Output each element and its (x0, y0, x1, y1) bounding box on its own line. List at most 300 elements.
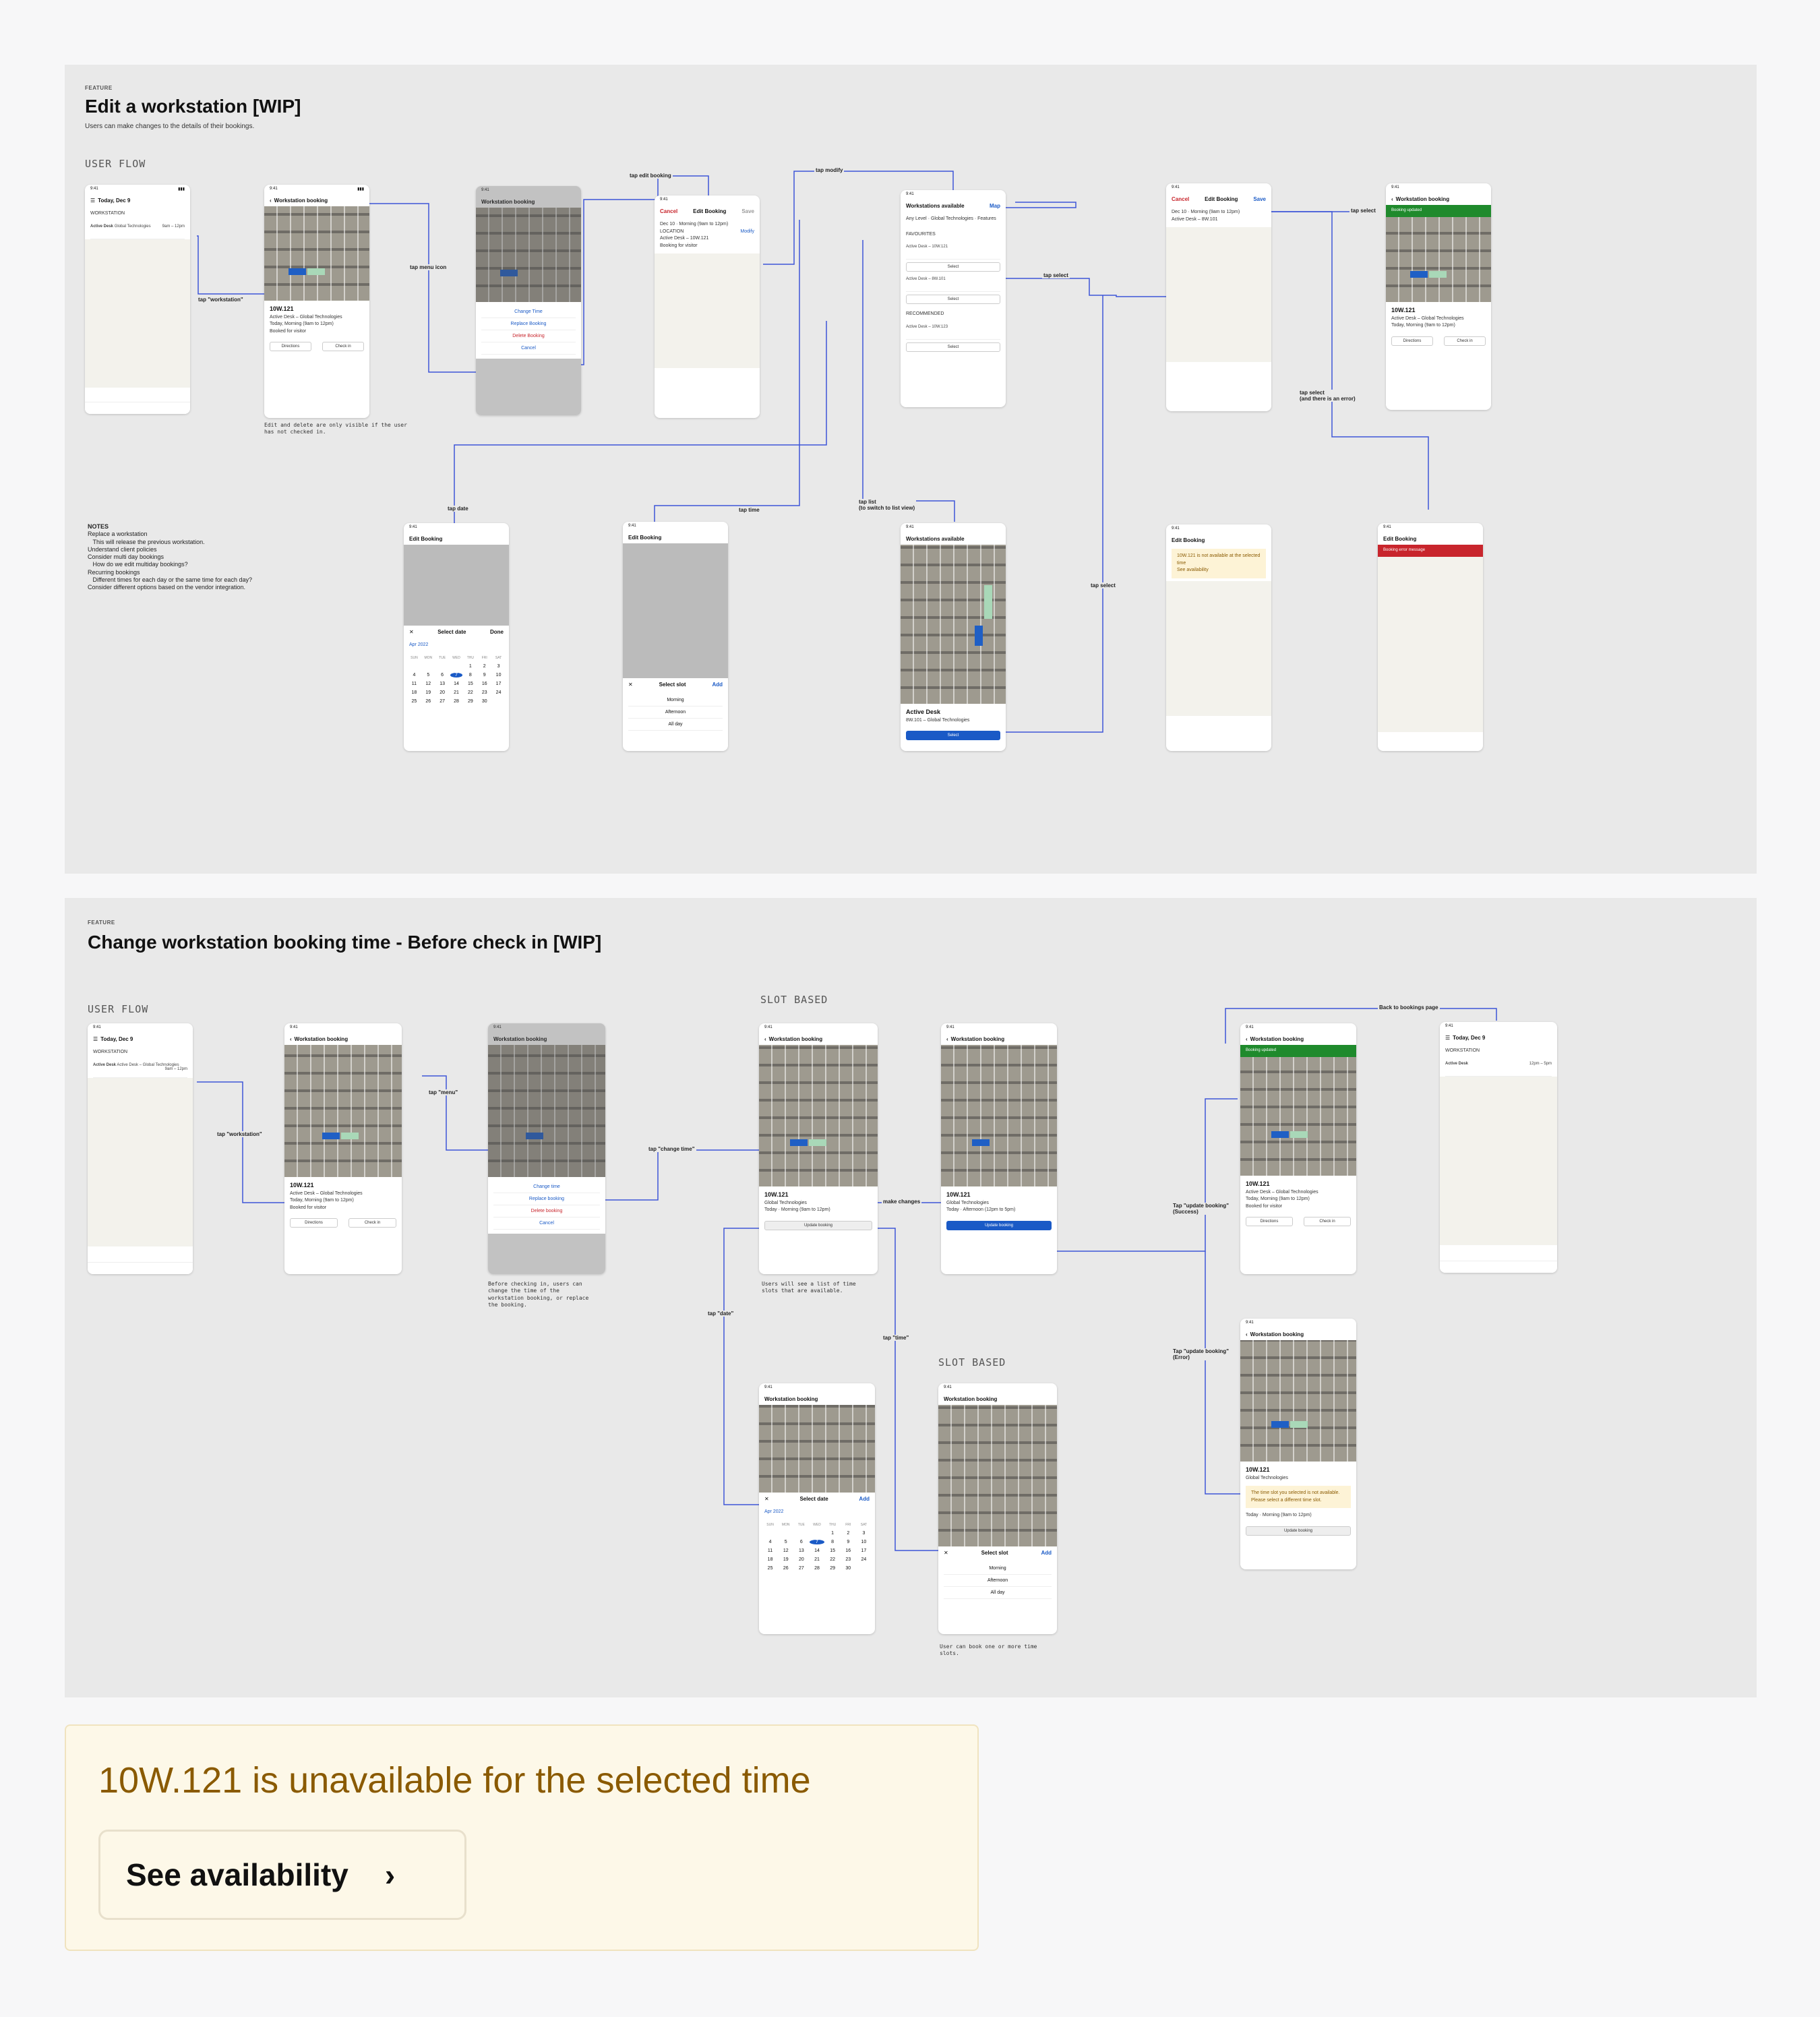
sheet-title: Select slot (981, 1549, 1008, 1556)
save-link[interactable]: Save (741, 208, 754, 214)
calendar-day[interactable]: 2 (483, 663, 486, 669)
directions-button[interactable]: Directions (1391, 336, 1433, 346)
item-title: Active Desk – 8W.101 (906, 277, 946, 281)
calendar-day[interactable]: 26 (425, 698, 431, 704)
success-banner: Booking updated (1240, 1045, 1356, 1057)
caption-menu: Before checking in, users can change the time of the workstation booking, or replace the booking. (488, 1281, 589, 1308)
calendar-day[interactable]: 16 (845, 1548, 851, 1553)
list-item[interactable] (90, 222, 185, 239)
screen-header: Workstations available (906, 535, 965, 542)
desk-id: 10W.121 (270, 305, 294, 312)
screen-header: Workstation booking (944, 1395, 998, 1402)
calendar-day[interactable]: 20 (798, 1557, 804, 1562)
calendar-grid[interactable] (759, 1520, 875, 1573)
section-label: WORKSTATION (1445, 1048, 1480, 1053)
close-icon[interactable]: ✕ (944, 1549, 948, 1556)
cancel-link[interactable]: Cancel (1172, 195, 1190, 202)
calendar-day[interactable]: 13 (798, 1548, 804, 1553)
screen-select-slot (623, 522, 728, 751)
screen-header: Workstation booking (294, 1035, 348, 1042)
delete-booking-button[interactable]: Delete booking (493, 1205, 600, 1217)
calendar-day[interactable]: 29 (830, 1565, 836, 1571)
screen-change-time: 9:41 ‹ Workstation booking 10W.121 Global Technologies Today · Morning (9am to 12pm) Update booking (759, 1023, 878, 1274)
desk-value: Active Desk – 8W.101 (1172, 216, 1218, 222)
back-icon[interactable]: ‹ (270, 197, 272, 204)
weekday-label: WED (452, 655, 460, 660)
flow-label: make changes (883, 1199, 921, 1205)
screen-select-slot (938, 1383, 1057, 1634)
floor-map (1240, 1340, 1356, 1462)
note-item: Different times for each day or the same time for each day? (92, 576, 252, 583)
add-link[interactable]: Add (712, 681, 723, 688)
screen-header: Edit Booking (693, 208, 727, 214)
weekday-label: SUN (766, 1522, 774, 1527)
calendar-day[interactable]: 23 (481, 690, 487, 695)
sheet-title: Select slot (659, 681, 686, 688)
change-booking-time-panel (65, 898, 1757, 1697)
cancel-link[interactable]: Cancel (660, 208, 678, 214)
close-icon[interactable]: ✕ (628, 681, 633, 688)
filter-chip[interactable]: Global Technologies (930, 216, 973, 221)
calendar-day[interactable]: 8 (831, 1539, 835, 1544)
slot-based-label: SLOT BASED (760, 994, 828, 1006)
section-label: WORKSTATION (93, 1050, 128, 1054)
cancel-button[interactable]: Cancel (481, 342, 576, 355)
screen-header: Workstation booking (481, 198, 535, 205)
list-item[interactable] (906, 322, 1000, 340)
screen-header: Workstation booking (1250, 1331, 1304, 1337)
close-icon[interactable]: ✕ (764, 1495, 769, 1502)
screen-edit-unavailable (1166, 524, 1271, 751)
screen-booking-error (1378, 523, 1483, 751)
status-time: 9:41 (1246, 1321, 1254, 1325)
back-icon[interactable]: ‹ (1246, 1331, 1248, 1337)
calendar-day[interactable]: 17 (495, 681, 502, 686)
flow-label: tap time (739, 507, 760, 513)
section-label: WORKSTATION (90, 211, 125, 216)
select-button[interactable]: Select (906, 342, 1000, 352)
check-in-button[interactable]: Check in (1444, 336, 1486, 346)
item-sub: Global Technologies (114, 224, 151, 229)
desk-sub: Global Technologies (1246, 1475, 1288, 1480)
calendar-day[interactable]: 18 (767, 1557, 773, 1562)
screen-booking-updated (1386, 183, 1491, 410)
user-flow-label: USER FLOW (88, 1003, 149, 1015)
slot-value[interactable]: Afternoon (12pm to 5pm) (963, 1207, 1016, 1212)
calendar-day[interactable]: 3 (497, 663, 500, 669)
calendar-day[interactable]: 19 (783, 1557, 789, 1562)
status-time: 9:41 (1445, 1024, 1453, 1028)
flow-label: tap select (1043, 272, 1068, 278)
calendar-day[interactable]: 17 (861, 1548, 867, 1553)
cancel-button[interactable]: Cancel (493, 1217, 600, 1230)
calendar-day[interactable]: 12 (425, 681, 431, 686)
calendar-day[interactable]: 10 (861, 1539, 867, 1544)
date-value[interactable]: Today (946, 1207, 959, 1212)
screen-header: Edit Booking (628, 534, 662, 541)
directions-button[interactable]: Directions (1246, 1217, 1293, 1226)
check-in-button[interactable]: Check in (322, 342, 364, 351)
calendar-day[interactable]: 29 (467, 698, 473, 704)
update-booking-button[interactable]: Update booking (1246, 1526, 1351, 1536)
calendar-day[interactable]: 1 (468, 663, 472, 669)
flow-label: tap "date" (708, 1311, 734, 1317)
desk-value: Active Desk – 10W.121 (660, 236, 709, 241)
screen-header: Edit Booking (1172, 537, 1205, 543)
date-line: Today, Morning (9am to 12pm) (290, 1198, 354, 1203)
calendar-day (763, 1531, 777, 1536)
calendar-day[interactable]: 13 (439, 681, 446, 686)
calendar-day[interactable]: 6 (441, 672, 444, 678)
date-line: Today, Morning (9am to 12pm) (1246, 1197, 1310, 1201)
calendar-day[interactable]: 27 (439, 698, 446, 704)
screen-header: Today, Dec 9 (100, 1035, 133, 1042)
screen-header: Workstation booking (1395, 195, 1450, 202)
floor-map[interactable] (901, 545, 1006, 704)
add-link[interactable]: Add (1041, 1549, 1052, 1556)
flow-arrows (65, 898, 1757, 1697)
status-time: 9:41 (1172, 526, 1180, 531)
calendar-day[interactable]: 22 (830, 1557, 836, 1562)
calendar-day[interactable]: 25 (767, 1565, 773, 1571)
save-link[interactable]: Save (1253, 195, 1266, 202)
filter-chip[interactable]: Features (977, 216, 996, 221)
calendar-day[interactable]: 24 (861, 1557, 867, 1562)
date-value[interactable]: Today (1246, 1513, 1258, 1517)
tab-bar[interactable] (85, 402, 190, 414)
list-item[interactable] (906, 274, 1000, 292)
back-icon[interactable]: ‹ (946, 1035, 948, 1042)
visitor-checkbox[interactable]: Booking for visitor (660, 243, 698, 248)
notes-block (88, 523, 252, 591)
calendar-day[interactable]: 24 (495, 690, 502, 695)
panel-title: Change workstation booking time - Before check in [WIP] (88, 932, 602, 953)
list-item[interactable] (1445, 1059, 1552, 1077)
calendar-day (450, 664, 463, 669)
calendar-day[interactable]: 28 (454, 698, 459, 704)
caption-slot: Users will see a list of time slots that are available. (762, 1281, 856, 1294)
change-time-button[interactable]: Change time (493, 1181, 600, 1193)
directions-button[interactable]: Directions (270, 342, 311, 351)
calendar-day[interactable]: 14 (454, 681, 459, 686)
desk-sub: Active Desk – Global Technologies (270, 314, 342, 320)
select-button[interactable]: Select (906, 731, 1000, 740)
tab-bar[interactable] (88, 1262, 193, 1274)
note-item: Understand client policies (88, 545, 157, 553)
panel-subtitle: Users can make changes to the details of their bookings. (85, 123, 255, 130)
close-icon[interactable]: ✕ (409, 628, 414, 635)
screen-booking (284, 1023, 402, 1274)
flow-label: Back to bookings page (1379, 1004, 1438, 1011)
battery-icon: ▮▮▮ (357, 187, 364, 191)
screen-header: Workstation booking (493, 1035, 547, 1042)
desk-id: 10W.121 (1391, 307, 1416, 313)
slot-all-day[interactable]: All day (628, 719, 723, 731)
status-time: 9:41 (660, 198, 668, 202)
calendar-day[interactable]: 5 (427, 672, 430, 678)
flow-label: tap modify (816, 167, 843, 173)
screen-header: Today, Dec 9 (1453, 1034, 1486, 1041)
slot-unavailable-warning: The time slot you selected is not available. Please select a different time slot. (1246, 1486, 1351, 1508)
desk-sub: Global Technologies (764, 1200, 807, 1205)
weekday-label: FRI (845, 1522, 851, 1527)
note-item: This will release the previous workstation. (92, 538, 205, 545)
date-value[interactable]: Today (764, 1207, 777, 1212)
list-item[interactable] (93, 1060, 187, 1078)
visitor-label: Booked for visitor (1246, 1203, 1283, 1209)
select-button[interactable]: Select (906, 262, 1000, 272)
menu-icon[interactable]: ☰ (90, 197, 96, 204)
menu-icon[interactable]: ☰ (93, 1035, 98, 1042)
screen-home (85, 185, 190, 414)
status-time: 9:41 (290, 1025, 298, 1029)
calendar-day[interactable]: 9 (483, 672, 486, 678)
placeholder-content (1166, 581, 1271, 716)
tab-bar[interactable] (1440, 1261, 1557, 1273)
calendar-day[interactable]: 12 (783, 1548, 789, 1553)
unavailable-message: 10W.121 is unavailable for the selected time (98, 1760, 811, 1801)
screen-booking (264, 185, 369, 418)
slot-value[interactable]: Morning (9am to 12pm) (781, 1207, 830, 1212)
check-in-button[interactable]: Check in (1304, 1217, 1351, 1226)
update-booking-button[interactable]: Update booking (764, 1221, 872, 1230)
calendar-day[interactable]: 21 (814, 1557, 820, 1562)
calendar-day[interactable]: 3 (862, 1530, 866, 1536)
calendar-day (779, 1531, 793, 1536)
calendar-day[interactable]: 6 (799, 1539, 803, 1544)
flow-label: tap "workstation" (198, 297, 243, 303)
sheet-title: Select date (799, 1495, 828, 1502)
calendar-day[interactable]: 15 (830, 1548, 836, 1553)
calendar-day[interactable]: 10 (495, 672, 502, 678)
slot-morning[interactable]: Morning (628, 694, 723, 706)
change-time-button[interactable]: Change Time (481, 306, 576, 318)
note-item: Consider multi day bookings (88, 553, 164, 560)
weekday-label: MON (781, 1522, 790, 1527)
calendar-day[interactable]: 1 (831, 1530, 835, 1536)
date-value[interactable]: Dec 10 (1172, 210, 1187, 214)
flow-label: tap select (1091, 582, 1116, 589)
weekday-label: THU (828, 1522, 837, 1527)
calendar-day[interactable]: 5 (784, 1539, 787, 1544)
action-sheet (488, 1177, 605, 1234)
status-time: 9:41 (409, 525, 417, 529)
visitor-label: Booked for visitor (270, 328, 307, 334)
modify-link[interactable]: Modify (740, 229, 754, 234)
see-availability-button[interactable] (98, 1830, 466, 1920)
calendar-day[interactable]: 22 (467, 690, 473, 695)
back-icon[interactable]: ‹ (764, 1035, 766, 1042)
weekday-label: FRI (481, 655, 487, 660)
desk-sub: Active Desk – Global Technologies (290, 1191, 363, 1196)
desk-sub: Active Desk – Global Technologies (1246, 1189, 1318, 1195)
delete-booking-button[interactable]: Delete Booking (481, 330, 576, 342)
flow-label: tap "menu" (429, 1089, 458, 1095)
calendar-day[interactable]: 19 (425, 690, 431, 695)
placeholder-content (1166, 227, 1271, 362)
desk-sub: Global Technologies (946, 1200, 989, 1205)
unavailable-callout (65, 1724, 979, 1951)
slot-afternoon[interactable]: Afternoon (944, 1575, 1052, 1587)
status-time: 9:41 (764, 1025, 772, 1029)
screen-header: Workstations available (906, 202, 965, 209)
calendar-day[interactable]: 14 (814, 1548, 820, 1553)
item-title: Active Desk (1445, 1061, 1469, 1066)
back-icon[interactable]: ‹ (1391, 195, 1393, 202)
weekday-label: WED (813, 1522, 821, 1527)
unavailable-warning: 10W.121 is not available at the selected time (1177, 553, 1261, 566)
favourites-label: FAVOURITES (906, 231, 936, 237)
status-time: 9:41 (946, 1025, 954, 1029)
screen-select-date (759, 1383, 875, 1634)
status-time: 9:41 (1383, 525, 1391, 529)
slot-value[interactable]: Morning (9am to 12pm) (1262, 1513, 1312, 1517)
calendar-day[interactable]: 16 (481, 681, 487, 686)
month-label[interactable]: Apr 2022 (409, 642, 429, 647)
screen-edit-booking: 9:41 Cancel Edit Booking Save Dec 10 · Morning (9am to 12pm) LOCATION Modify Active Desk – 10W.121 Booking for visitor (655, 195, 760, 418)
add-link[interactable]: Add (859, 1495, 870, 1502)
weekday-label: SAT (495, 655, 502, 660)
calendar-day[interactable]: 15 (467, 681, 473, 686)
sheet-title: Select date (437, 628, 466, 635)
calendar-grid[interactable] (404, 653, 509, 706)
replace-booking-button[interactable]: Replace booking (493, 1193, 600, 1205)
action-sheet (476, 302, 581, 359)
status-time: 9:41 (944, 1385, 952, 1389)
update-booking-button[interactable]: Update booking (946, 1221, 1052, 1230)
desk-title: Active Desk (906, 709, 941, 715)
user-flow-label: USER FLOW (85, 158, 146, 170)
weekday-label: THU (466, 655, 474, 660)
flow-label: Tap "update booking" (Error) (1173, 1348, 1229, 1360)
desk-id: 10W.121 (290, 1182, 314, 1188)
screen-header: Workstation booking (768, 1035, 823, 1042)
weekday-label: SAT (860, 1522, 868, 1527)
item-time: 9am – 12pm (162, 224, 185, 229)
check-in-button[interactable]: Check in (348, 1218, 396, 1228)
flow-label: tap date (448, 506, 468, 512)
menu-icon[interactable]: ☰ (1445, 1034, 1451, 1041)
desk-sub: 8W.101 – Global Technologies (906, 717, 970, 723)
filter-chip[interactable]: Any Level (906, 216, 927, 221)
calendar-day[interactable]: 11 (411, 681, 417, 686)
status-time: 9:41 (270, 187, 278, 191)
done-link[interactable]: Done (489, 628, 504, 635)
status-time: 9:41 (1391, 185, 1399, 189)
slot-morning[interactable]: Morning (944, 1563, 1052, 1575)
flow-label: tap list (to switch to list view) (859, 499, 915, 511)
flow-label: tap "time" (883, 1335, 909, 1341)
screen-header: Edit Booking (409, 535, 443, 542)
calendar-day[interactable]: 30 (845, 1565, 851, 1571)
screen-menu (488, 1023, 605, 1274)
calendar-day[interactable]: 18 (411, 690, 417, 695)
calendar-day[interactable]: 2 (847, 1530, 850, 1536)
calendar-day[interactable]: 20 (439, 690, 446, 695)
flow-label: tap "change time" (648, 1146, 695, 1152)
visitor-label: Booked for visitor (290, 1205, 327, 1210)
desk-id: 10W.121 (764, 1191, 789, 1198)
floor-map (938, 1405, 1057, 1546)
screen-header: Edit Booking (1383, 535, 1417, 542)
screen-home (88, 1023, 193, 1274)
map-toggle[interactable]: Map (990, 202, 1000, 209)
status-time: 9:41 (90, 187, 98, 191)
back-icon[interactable]: ‹ (290, 1035, 292, 1042)
item-sub: Active Desk – Global Technologies (117, 1062, 179, 1067)
screen-map-view (901, 523, 1006, 751)
flow-label: tap select (and there is an error) (1300, 390, 1356, 402)
see-availability-link[interactable]: See availability (1177, 568, 1209, 572)
screen-workstations-available: 9:41 Workstations available Map Any Level · Global Technologies · Features FAVOURITES Active Desk – 10W.121 Select Active Desk – 8W.101 Select RECOMMENDED Active Desk – 10W.123 Select (901, 190, 1006, 407)
replace-booking-button[interactable]: Replace Booking (481, 318, 576, 330)
calendar-day[interactable]: 9 (847, 1539, 850, 1544)
note-item: Consider different options based on the vendor integration. (88, 584, 245, 591)
calendar-day[interactable]: 23 (845, 1557, 851, 1562)
calendar-day[interactable]: 26 (783, 1565, 789, 1571)
calendar-day[interactable]: 7 (810, 1540, 824, 1544)
date-value[interactable]: Dec 10 (660, 222, 675, 227)
date-line: Today, Morning (9am to 12pm) (1391, 323, 1455, 328)
screen-select-date (404, 523, 509, 751)
floor-map[interactable] (264, 206, 369, 301)
calendar-day[interactable]: 21 (454, 690, 459, 695)
floor-map (941, 1045, 1057, 1186)
placeholder-content (655, 253, 760, 368)
screen-booking-updated (1240, 1023, 1356, 1274)
calendar-day[interactable]: 25 (411, 698, 417, 704)
floor-map (759, 1045, 878, 1186)
screen-header: Workstation booking (764, 1395, 818, 1402)
recommended-label: RECOMMENDED (906, 311, 944, 316)
slot-all-day[interactable]: All day (944, 1587, 1052, 1599)
slot-value[interactable]: Morning (9am to 12pm) (1190, 210, 1240, 214)
weekday-label: MON (424, 655, 433, 660)
floor-map (759, 1405, 875, 1493)
calendar-day[interactable]: 7 (450, 673, 463, 678)
select-button[interactable]: Select (906, 295, 1000, 304)
desk-id: 10W.121 (946, 1191, 971, 1198)
item-title: Active Desk – 10W.123 (906, 324, 948, 329)
screen-update-error: 9:41 ‹ Workstation booking 10W.121 Global Technologies The time slot you selected is not available. Please select a different time slot. Today · Morning (9am to 12pm) Update booking (1240, 1319, 1356, 1569)
status-time: 9:41 (1246, 1025, 1254, 1029)
notes-title: NOTES (88, 523, 109, 530)
status-time: 9:41 (906, 525, 914, 529)
calendar-day[interactable]: 11 (767, 1548, 773, 1553)
item-time: 12pm – 5pm (1529, 1061, 1552, 1066)
floor-map[interactable] (1240, 1057, 1356, 1176)
calendar-day[interactable]: 28 (814, 1565, 820, 1571)
flow-label: Tap "update booking" (Success) (1173, 1203, 1229, 1215)
month-label[interactable]: Apr 2022 (764, 1509, 784, 1514)
slot-afternoon[interactable]: Afternoon (628, 706, 723, 719)
calendar-day[interactable]: 30 (481, 698, 487, 704)
list-item[interactable] (906, 242, 1000, 260)
slot-value[interactable]: Morning (9am to 12pm) (679, 222, 729, 227)
back-icon[interactable]: ‹ (1246, 1035, 1248, 1042)
weekday-label: SUN (411, 655, 418, 660)
calendar-day[interactable]: 27 (798, 1565, 804, 1571)
calendar-day[interactable]: 4 (413, 672, 416, 678)
calendar-day[interactable]: 8 (468, 672, 472, 678)
feature-tag: FEATURE (85, 85, 113, 91)
directions-button[interactable]: Directions (290, 1218, 338, 1228)
floor-map[interactable] (1386, 217, 1491, 302)
flow-label: tap select (1351, 208, 1376, 214)
calendar-day[interactable]: 4 (768, 1539, 772, 1544)
screen-final-home (1440, 1022, 1557, 1273)
floor-map[interactable] (284, 1045, 402, 1177)
